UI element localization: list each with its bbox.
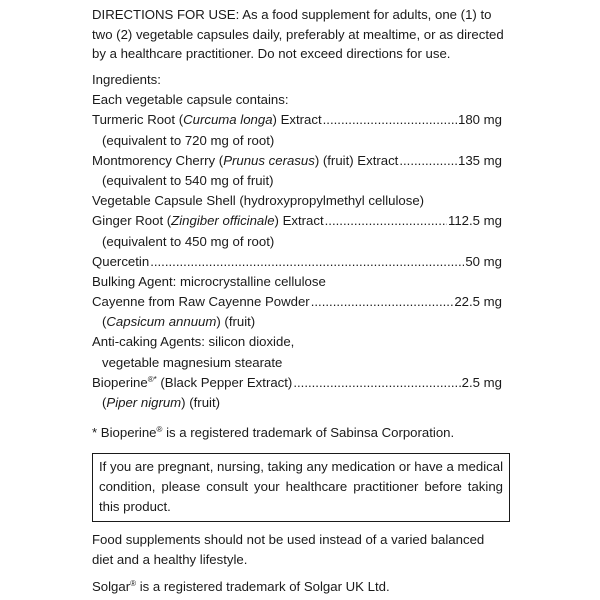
turmeric-name: Turmeric Root ( [92,112,184,128]
warning-box: If you are pregnant, nursing, taking any medication or have a medical condition, please consult your healthcare practitioner before taking this product. [92,453,510,522]
footnote-text: is a registered trademark of Sabinsa Corporation. [162,425,455,440]
ingredients-list [92,70,502,413]
bioperine-latin: Piper nigrum [106,395,182,410]
solgar-trademark [92,577,390,596]
cayenne-suffix: (fruit) [220,314,256,330]
bioperine-amount: 2.5 mg [461,374,502,390]
ingredient-anticaking: Anti-caking Agents: silicon dioxide, [92,334,295,350]
cayenne-latin: Capsicum annuum [106,314,217,330]
leader-dots [399,151,457,171]
ingredient-bulking-agent: Bulking Agent: microcrystalline cellulose [92,273,326,289]
cayenne-amount: 22.5 mg [454,294,502,310]
bioperine-name: Bioperine [92,374,148,390]
ingredient-cherry [92,151,502,171]
turmeric-amount: 180 mg [458,112,502,128]
cherry-latin: Prunus cerasus [223,152,315,168]
ingredients-subtitle: Each vegetable capsule contains: [92,92,289,108]
leader-dots [150,252,464,272]
ingredient-cayenne [92,292,502,312]
directions-paragraph [92,5,510,64]
ingredient-ginger [92,211,502,231]
leader-dots [323,110,457,130]
bioperine-suffix2: (fruit) [185,395,221,410]
footnote-star: * Bioperine [92,425,157,440]
quercetin-name: Quercetin [92,253,150,269]
ginger-latin: Zingiber officinale [171,213,275,229]
solgar-mark: ® [130,579,137,588]
leader-dots [325,211,447,231]
solgar-text: is a registered trademark of Solgar UK Ltd. [136,579,390,594]
ingredient-bioperine [92,373,502,393]
cayenne-name: Cayenne from Raw Cayenne Powder [92,294,310,310]
cherry-suffix: ) (fruit) Extract [314,152,399,168]
turmeric-suffix: ) Extract [272,112,322,128]
ingredient-anticaking-cont: vegetable magnesium stearate [102,354,283,370]
bioperine-latin-line: (Piper nigrum) (fruit) [102,395,221,410]
ginger-suffix: ) Extract [274,213,324,229]
cherry-amount: 135 mg [458,152,502,168]
leader-dots [311,292,454,312]
leader-dots [293,373,460,393]
ginger-equivalent: (equivalent to 450 mg of root) [102,233,275,249]
ginger-name: Ginger Root ( [92,213,172,229]
ingredient-turmeric [92,110,502,130]
cherry-equivalent: (equivalent to 540 mg of fruit) [102,172,274,188]
directions-text: As a food supplement for adults, one (1) to two (2) vegetable capsules daily, preferably at mealtime, or as directed by a healthcare practitioner. Do not exceed directions for use. [92,7,504,61]
quercetin-amount: 50 mg [465,253,502,269]
turmeric-latin: Curcuma longa [183,112,273,128]
ginger-amount: 112.5 mg [447,213,502,229]
ingredient-capsule-shell: Vegetable Capsule Shell (hydroxypropylmethyl cellulose) [92,193,425,209]
bioperine-suffix: (Black Pepper Extract) [156,374,293,390]
footnote-mark: ® [156,425,163,434]
bioperine-footnote [92,423,454,442]
ingredients-title: Ingredients: [92,72,161,87]
cayenne-latin-line: (Capsicum annuum) (fruit) [102,314,256,330]
food-supplement-note: Food supplements should not be used instead of a varied balanced diet and a healthy lifestyle. [92,532,485,567]
cherry-name: Montmorency Cherry ( [92,152,224,168]
bioperine-mark: ®* [147,374,157,384]
ingredient-quercetin [92,252,502,272]
turmeric-equivalent: (equivalent to 720 mg of root) [102,132,275,148]
solgar-name: Solgar [92,579,131,594]
directions-heading: DIRECTIONS FOR USE: [92,7,240,22]
